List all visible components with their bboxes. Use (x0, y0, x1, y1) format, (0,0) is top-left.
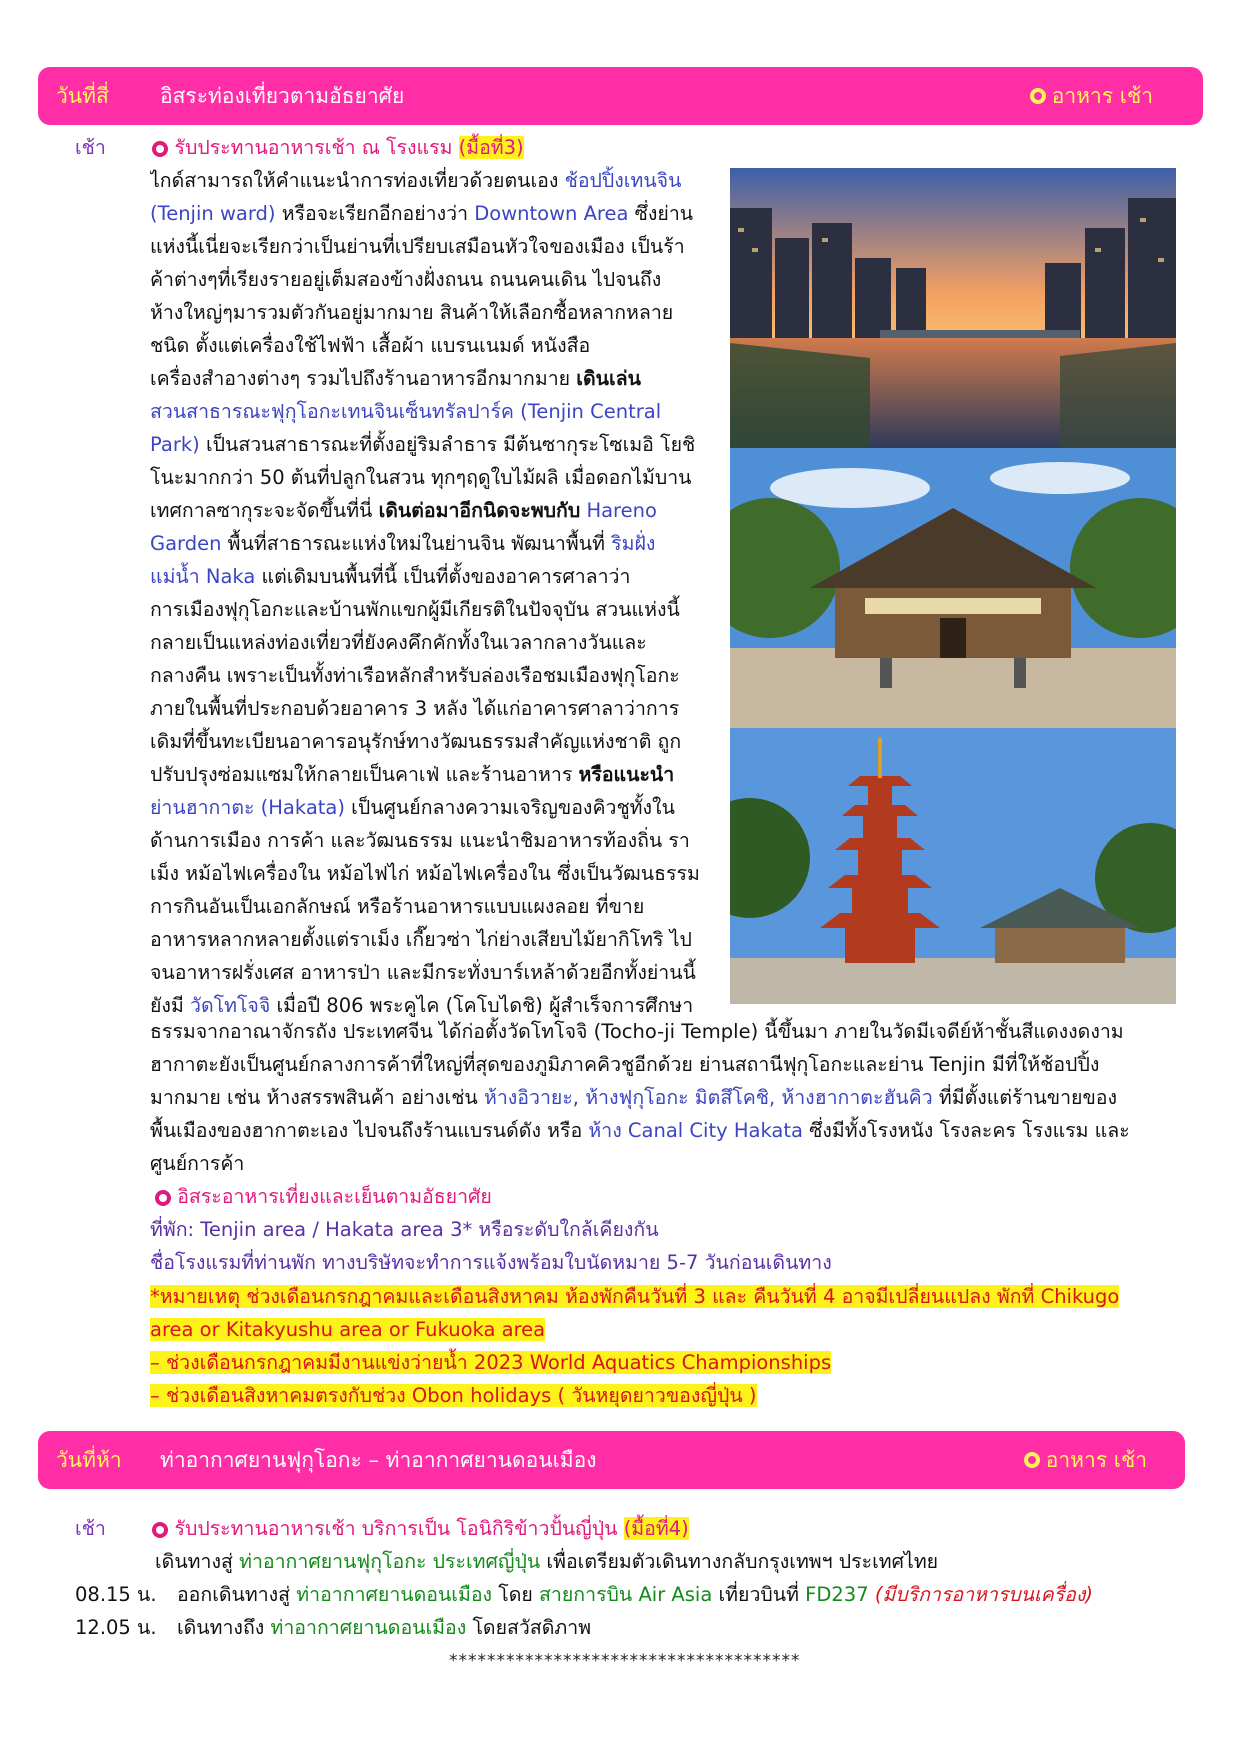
day4-full-segment: ซึ่งมีทั้งโรงหนัง โรงละคร โรงแรม และ (802, 1119, 1130, 1142)
day4-wrapped-segment: ชนิด ตั้งแต่เครื่องใช้ไฟฟ้า เสื้อผ้า แบรนเนมด์ หนังสือ (150, 334, 591, 357)
day4-wrapped-segment: เดินเล่น (576, 367, 641, 390)
day4-wrapped-line (150, 164, 712, 197)
day4-wrapped-line (150, 428, 712, 461)
day4-wrapped-line (150, 395, 712, 428)
day4-wrapped-segment: การกินอันเป็นเอกลักษณ์ หรือร้านอาหารแบบแผงลอย ที่ขาย (150, 895, 645, 918)
day4-description-wrapped (150, 164, 712, 1022)
day5-meal (1024, 1444, 1147, 1477)
day4-wrapped-line (150, 725, 712, 758)
day4-wrapped-line (150, 956, 712, 989)
day5-breakfast-time: เช้า (75, 1517, 106, 1540)
day4-wrapped-segment: เครื่องสำอางต่างๆ รวมไปถึงร้านอาหารอีกมากมาย (150, 367, 577, 390)
day4-wrapped-segment: Garden (150, 532, 222, 555)
plate-cutlery-icon (152, 141, 168, 157)
day4-full-line (150, 1048, 1176, 1081)
day4-wrapped-line (150, 494, 712, 527)
day4-wrapped-segment: แห่งนี้เนี่ยจะเรียกว่าเป็นย่านที่เปรียบเสมือนหัวใจของเมือง เป็นร้า (150, 235, 685, 258)
day5-label: วันที่ห้า (56, 1447, 122, 1472)
day4-wrapped-line (150, 527, 712, 560)
day4-wrapped-segment: ค้าต่างๆที่เรียงรายอยู่เต็มสองข้างฝั่งถนน ถนนคนเดิน ไปจนถึง (150, 268, 662, 291)
day4-wrapped-segment: พื้นที่สาธารณะแห่งใหม่ในย่านจิน พัฒนาพื้นที่ (221, 532, 612, 555)
photo-tenjin-river (730, 168, 1176, 448)
day4-meal (1030, 80, 1153, 113)
day4-wrapped-segment: เป็นสวนสาธารณะที่ตั้งอยู่ริมลำธาร มีต้นซากุระโซเมอิ โยชิ (199, 433, 696, 456)
day4-wrapped-segment: เทศกาลซากุระจะจัดขึ้นที่นี่ (150, 499, 379, 522)
day4-wrapped-line (150, 362, 712, 395)
plate-cutlery-icon (1024, 1452, 1040, 1468)
day5-airline: สายการบิน Air Asia (539, 1583, 713, 1606)
day4-note-3: – ช่วงเดือนกรกฎาคมมีงานแข่งว่ายน้ำ 2023 World Aquatics Championships (150, 1351, 832, 1374)
day5-breakfast-meal-no: (มื้อที่4) (623, 1517, 689, 1540)
day4-note-1: *หมายเหตุ ช่วงเดือนกรกฎาคมและเดือนสิงหาคม ห้องพักคืนวันที่ 3 และ คืนวันที่ 4 อาจมีเปลี่ยนแปลง พักที่ Chikugo (150, 1285, 1120, 1308)
day5-flight-depart (75, 1578, 1093, 1611)
day5-arrive-place: ท่าอากาศยานดอนเมือง (270, 1616, 467, 1639)
day4-wrapped-segment: ช้อปปิ้งเทนจิน (564, 169, 682, 192)
plate-cutlery-icon (152, 1522, 168, 1538)
plate-cutlery-icon (155, 1190, 171, 1206)
day4-description-full (150, 1015, 1176, 1147)
day4-full-segment: ฮากาตะยังเป็นศูนย์กลางการค้าที่ใหญ่ที่สุดของภูมิภาคคิวชูอีกด้วย ย่านสถานีฟุกุโอกะและย่าน Tenjin มีที่ให้ช้อปปิ้ง (150, 1053, 1100, 1076)
day4-wrapped-segment: อาหารหลากหลายตั้งแต่ราเม็ง เกี๊ยวซ่า ไก่ย่างเสียบไม้ยากิโทริ ไป (150, 928, 692, 951)
day4-wrapped-segment: (Tenjin ward) (150, 202, 276, 225)
day4-wrapped-line (150, 758, 712, 791)
photo-tochoji-pagoda-image (730, 728, 1176, 1004)
day4-banner (38, 67, 1203, 125)
day4-title: อิสระท่องเที่ยวตามอัธยาศัย (160, 83, 405, 108)
day4-wrapped-segment: ไกด์สามารถให้คำแนะนำการท่องเที่ยวด้วยตนเอง (150, 169, 565, 192)
day5-travel (155, 1545, 938, 1578)
day4-breakfast-text-wrap (152, 136, 523, 159)
day5-flight-arrive (75, 1611, 591, 1644)
day4-lunch-dinner-text: อิสระอาหารเที่ยงและเย็นตามอัธยาศัย (177, 1185, 492, 1208)
day4-full-segment: ที่มีตั้งแต่ร้านขายของ (932, 1086, 1118, 1109)
day4-wrapped-segment: เดินต่อมาอีกนิดจะพบกับ (378, 499, 581, 522)
day4-breakfast-time: เช้า (75, 136, 106, 159)
day4-wrapped-line (150, 857, 712, 890)
day4-wrapped-segment: เดิมที่ขึ้นทะเบียนอาคารอนุรักษ์ทางวัฒนธรรมสำคัญแห่งชาติ ถูก (150, 730, 682, 753)
day4-wrapped-line (150, 659, 712, 692)
day5-depart-place: ท่าอากาศยานดอนเมือง (296, 1583, 493, 1606)
day4-meal-label: อาหาร เช้า (1051, 83, 1153, 108)
day4-full-segment: ห้าง Canal City Hakata (588, 1119, 803, 1142)
day4-wrapped-line (150, 824, 712, 857)
day4-wrapped-segment: Park) (150, 433, 200, 456)
day4-wrapped-line (150, 329, 712, 362)
day4-wrapped-line (150, 890, 712, 923)
day4-full-line (150, 1081, 1176, 1114)
photo-kushida-shrine (730, 448, 1176, 728)
day5-depart-text: ออกเดินทางสู่ (176, 1583, 297, 1606)
day4-wrapped-line (150, 263, 712, 296)
day4-wrapped-line (150, 593, 712, 626)
footer-stars: ************************************* (449, 1651, 801, 1671)
day4-wrapped-segment: แต่เดิมบนพื้นที่นี้ เป็นที่ตั้งของอาคารศาลาว่า (255, 565, 631, 588)
day4-breakfast-text: รับประทานอาหารเช้า ณ โรงแรม (174, 136, 459, 159)
day5-travel-text: เดินทางสู่ (155, 1550, 240, 1573)
day5-banner (38, 1431, 1185, 1489)
day4-wrapped-line (150, 230, 712, 263)
day4-wrapped-segment: การเมืองฟุกุโอกะและบ้านพักแขกผู้มีเกียรติในปัจจุบัน สวนแห่งนี้ (150, 598, 680, 621)
day4-wrapped-segment: เมื่อปี 806 พระคูไค (โคโบไดชิ) ผู้สำเร็จการศึกษา (270, 994, 694, 1017)
day4-wrapped-segment: ย่านฮากาตะ (Hakata) (150, 796, 345, 819)
day5-flight-service: (มีบริการอาหารบนเครื่อง) (874, 1583, 1094, 1606)
day5-breakfast-line (75, 1512, 689, 1545)
day5-arrive-time: 12.05 น. (75, 1616, 157, 1639)
day4-wrapped-segment: Downtown Area (474, 202, 629, 225)
day5-breakfast-text-wrap (152, 1517, 688, 1540)
day4-full-segment: พื้นเมืองของฮากาตะเอง ไปจนถึงร้านแบรนด์ดัง หรือ (150, 1119, 589, 1142)
day4-wrapped-segment: วัดโทโจจิ (190, 994, 271, 1017)
day5-depart-by: โดย (492, 1583, 540, 1606)
day4-wrapped-segment: กลางคืน เพราะเป็นทั้งท่าเรือหลักสำหรับล่องเรือชมเมืองฟุกุโอกะ (150, 664, 680, 687)
plate-cutlery-icon (1030, 88, 1046, 104)
day4-note-2: area or Kitakyushu area or Fukuoka area (150, 1318, 546, 1341)
day4-wrapped-segment: เม็ง หม้อไฟเครื่องใน หม้อไฟไก่ หม้อไฟเครื่องใน ซึ่งเป็นวัฒนธรรม (150, 862, 700, 885)
day5-breakfast-text: รับประทานอาหารเช้า บริการเป็น โอนิกิริข้าวปั้นญี่ปุ่น (174, 1517, 624, 1540)
day4-wrapped-segment: เป็นศูนย์กลางความเจริญของคิวชูทั้งใน (344, 796, 675, 819)
day5-arrive-text: เดินทางถึง (176, 1616, 271, 1639)
day4-wrapped-segment: สวนสาธารณะฟุกุโอกะเทนจินเซ็นทรัลปาร์ค (Tenjin Central (150, 400, 662, 423)
day4-wrapped-segment: กลายเป็นแหล่งท่องเที่ยวที่ยังคงคึกคักทั้งในเวลากลางวันและ (150, 631, 647, 654)
day4-hotel: ที่พัก: Tenjin area / Hakata area 3* หรือระดับใกล้เคียงกัน (150, 1218, 659, 1241)
photo-tenjin-river-image (730, 168, 1176, 448)
day4-wrapped-line (150, 296, 712, 329)
day4-wrapped-segment: ยังมี (150, 994, 190, 1017)
day4-note-4: – ช่วงเดือนสิงหาคมตรงกับช่วง Obon holidays ( วันหยุดยาวของญี่ปุ่น ) (150, 1384, 757, 1407)
day4-wrapped-segment: ด้านการเมือง การค้า และวัฒนธรรม แนะนำชิมอาหารท้องถิ่น รา (150, 829, 690, 852)
day4-wrapped-segment: ซึ่งย่าน (628, 202, 694, 225)
day4-wrapped-segment: โนะมากกว่า 50 ต้นที่ปลูกในสวน ทุกๆฤดูใบไม้ผลิ เมื่อดอกไม้บาน (150, 466, 692, 489)
day4-wrapped-line (150, 692, 712, 725)
day4-full-line (150, 1114, 1176, 1147)
day4-lunch-dinner (155, 1180, 492, 1213)
day5-flight-label: เที่ยวบินที่ (712, 1583, 806, 1606)
day4-breakfast-line (75, 131, 524, 164)
day4-full-line (150, 1015, 1176, 1048)
day4-wrapped-segment: Hareno (580, 499, 657, 522)
day4-wrapped-segment: หรือแนะนำ (578, 763, 675, 786)
day5-travel-rest: เพื่อเตรียมตัวเดินทางกลับกรุงเทพฯ ประเทศไทย (540, 1550, 939, 1573)
day4-wrapped-segment: จนอาหารฝรั่งเศส อาหารป่า และมีกระทั่งบาร์เหล้าด้วยอีกทั้งย่านนี้ (150, 961, 696, 984)
day4-hotel-notice: ชื่อโรงแรมที่ท่านพัก ทางบริษัทจะทำการแจ้งพร้อมใบนัดหมาย 5-7 วันก่อนเดินทาง (150, 1251, 832, 1274)
day5-travel-place: ท่าอากาศยานฟุกุโอกะ ประเทศญี่ปุ่น (239, 1550, 541, 1573)
day4-wrapped-segment: ปรับปรุงซ่อมแซมให้กลายเป็นคาเฟ่ และร้านอาหาร (150, 763, 579, 786)
day4-wrapped-line (150, 197, 712, 230)
day4-wrapped-line (150, 923, 712, 956)
day4-wrapped-segment: ห้างใหญ่ๆมารวมตัวกันอยู่มากมาย สินค้าให้เลือกซื้อหลากหลาย (150, 301, 674, 324)
day4-notes (150, 1280, 1119, 1412)
day4-breakfast-meal-no: (มื้อที่3) (458, 136, 524, 159)
day4-full-segment: ธรรมจากอาณาจักรถัง ประเทศจีน ได้ก่อตั้งวัดโทโจจิ (Tocho-ji Temple) นี้ขึ้นมา ภายในวัดมีเจดีย์ห้าชั้นสีแดงงดงาม (150, 1020, 1124, 1043)
day4-full-segment: ห้างอิวายะ, ห้างฟุกุโอกะ มิตสึโคชิ, ห้างฮากาตะฮันคิว (483, 1086, 933, 1109)
day5-flight-no: FD237 (805, 1583, 869, 1606)
day4-wrapped-line (150, 791, 712, 824)
day4-wrapped-segment: ริมฝั่ง (611, 532, 656, 555)
day4-full-segment: มากมาย เช่น ห้างสรรพสินค้า อย่างเช่น (150, 1086, 484, 1109)
day5-arrive-rest: โดยสวัสดิภาพ (466, 1616, 592, 1639)
day4-wrapped-line (150, 626, 712, 659)
day4-wrapped-segment: แม่น้ำ Naka (150, 565, 256, 588)
day4-last-line: ศูนย์การค้า (150, 1152, 245, 1175)
day5-meal-label: อาหาร เช้า (1045, 1447, 1147, 1472)
day4-wrapped-line (150, 461, 712, 494)
day5-title: ท่าอากาศยานฟุกุโอกะ – ท่าอากาศยานดอนเมือง (160, 1447, 597, 1472)
day5-depart-time: 08.15 น. (75, 1583, 157, 1606)
photo-tochoji-pagoda (730, 728, 1176, 1004)
photo-kushida-shrine-image (730, 448, 1176, 728)
day4-label: วันที่สี่ (56, 83, 109, 108)
day4-wrapped-segment: ภายในพื้นที่ประกอบด้วยอาคาร 3 หลัง ได้แก่อาคารศาลาว่าการ (150, 697, 680, 720)
day4-wrapped-line (150, 560, 712, 593)
day4-wrapped-segment: หรือจะเรียกอีกอย่างว่า (275, 202, 475, 225)
